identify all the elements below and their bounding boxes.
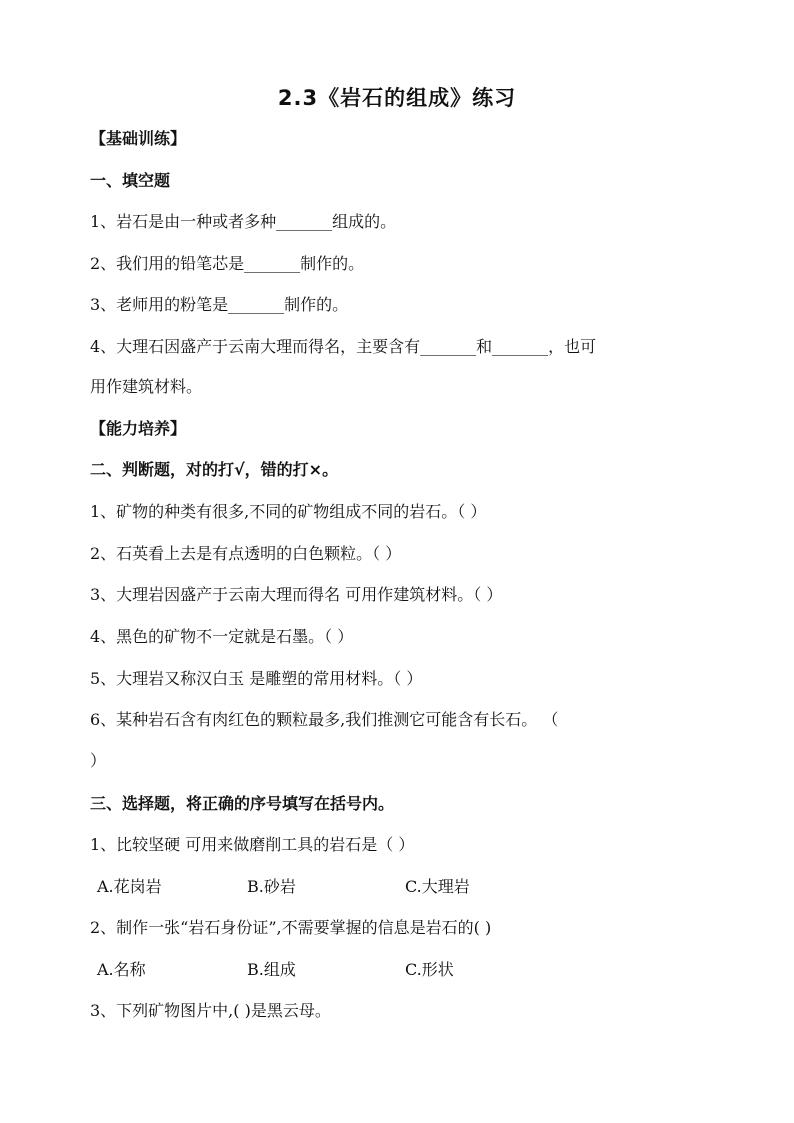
judge-question-6-line-1: 6、某种岩石含有肉红色的颗粒最多,我们推测它可能含有长石。 （ (90, 710, 559, 729)
choice-question-3: 3、下列矿物图片中,( )是黑云母。 (90, 1001, 331, 1020)
choice-1-option-c: C.大理岩 (405, 877, 470, 896)
choice-1-option-a: A.花岗岩 (97, 877, 162, 896)
fill-question-3: 3、老师用的粉笔是_______制作的。 (90, 295, 349, 314)
judge-heading: 二、判断题，对的打√，错的打×。 (90, 460, 339, 479)
fill-question-4-line-2: 用作建筑材料。 (90, 377, 203, 396)
judge-question-2: 2、石英看上去是有点透明的白色颗粒。（ ） (90, 544, 402, 563)
choice-2-option-c: C.形状 (405, 960, 454, 979)
choice-2-option-a: A.名称 (97, 960, 146, 979)
fill-question-1: 1、岩石是由一种或者多种_______组成的。 (90, 212, 397, 231)
section-ability-heading: 【能力培养】 (90, 419, 187, 438)
judge-question-3: 3、大理岩因盛产于云南大理而得名 可用作建筑材料。（ ） (90, 585, 503, 604)
section-basic-heading: 【基础训练】 (90, 129, 187, 148)
fill-question-4-line-1: 4、大理石因盛产于云南大理而得名，主要含有_______和_______，也可 (90, 337, 597, 356)
judge-question-4: 4、黑色的矿物不一定就是石墨。（ ） (90, 627, 354, 646)
choice-2-option-b: B.组成 (247, 960, 296, 979)
choice-1-option-b: B.砂岩 (247, 877, 296, 896)
fill-blank-heading: 一、填空题 (90, 171, 171, 190)
choice-question-1: 1、比较坚硬 可用来做磨削工具的岩石是（ ） (90, 835, 415, 854)
choice-question-2: 2、制作一张“岩石身份证”,不需要掌握的信息是岩石的( ) (90, 918, 492, 937)
judge-question-1: 1、矿物的种类有很多,不同的矿物组成不同的岩石。（ ） (90, 502, 487, 521)
choice-heading: 三、选择题，将正确的序号填写在括号内。 (90, 794, 395, 813)
page-title: 2.3《岩石的组成》练习 (277, 86, 517, 110)
judge-question-5: 5、大理岩又称汉白玉 是雕塑的常用材料。（ ） (90, 669, 423, 688)
fill-question-2: 2、我们用的铅笔芯是_______制作的。 (90, 254, 365, 273)
judge-question-6-line-2: ） (90, 751, 107, 770)
